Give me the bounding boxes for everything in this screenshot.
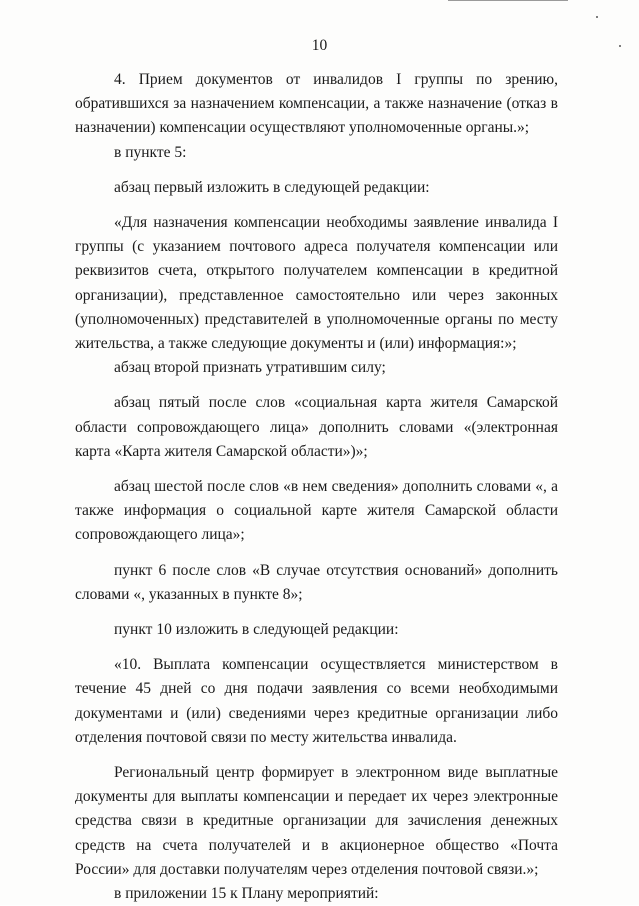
- paragraph-point-5-intro: в пункте 5:: [114, 143, 187, 161]
- paragraph-point-10-intro: пункт 10 изложить в следующей редакции:: [114, 621, 399, 639]
- paragraph-point-6: пункт 6 после слов «В случае отсутствия оснований» дополнить словами «, указанных в пункте 8»;: [75, 561, 558, 603]
- paragraph-second-abzac: абзац второй признать утратившим силу;: [114, 359, 386, 377]
- scan-edge-line: [448, 0, 568, 1]
- page-number: 10: [311, 37, 328, 54]
- scan-speck: [596, 16, 598, 18]
- paragraph-point-10-text: «10. Выплата компенсации осуществляется министерством в течение 45 дней со дня подачи заявления со всеми необходимыми документами и (или) сведениями через кредитные организации либо отделения почтовой связи по месту жительства инвалида.: [75, 656, 558, 746]
- document-body: [75, 68, 558, 906]
- paragraph-sixth-abzac: абзац шестой после слов «в нем сведения» дополнить словами «, а также информация о социальной карте жителя Самарской области сопровождающего лица»;: [75, 478, 558, 544]
- paragraph-first-abzac-instruction: абзац первый изложить в следующей редакции:: [114, 178, 430, 196]
- paragraph-fifth-abzac: абзац пятый после слов «социальная карта жителя Самарской области сопровождающего лица» дополнить словами «(электронная карта «Карта жителя Самарской области»)»;: [75, 394, 558, 460]
- paragraph-regional-center: Региональный центр формирует в электронном виде выплатные документы для выплаты компенсации и передает их через электронные средства связи в кредитные организации для зачисления денежных средств на счета получателей и в акционерное общество «Почта России» для доставки получателям через отделения почтовой связи.»;: [75, 764, 558, 878]
- paragraph-new-first-abzac: «Для назначения компенсации необходимы заявление инвалида I группы (с указанием почтового адреса получателя компенсации или реквизитов счета, открытого получателем компенсации в кредитной организации), представленное самостоятельно или через законных (уполномоченных) представителей в уполномоченные органы по месту жительства, а также следующие документы и (или) информация:»;: [75, 214, 558, 353]
- paragraph-appendix-15: в приложении 15 к Плану мероприятий:: [114, 885, 379, 903]
- paragraph-item-4: 4. Прием документов от инвалидов I группы по зрению, обратившихся за назначением компенсации, а также назначение (отказ в назначении) компенсации осуществляют уполномоченные органы.»;: [75, 71, 558, 137]
